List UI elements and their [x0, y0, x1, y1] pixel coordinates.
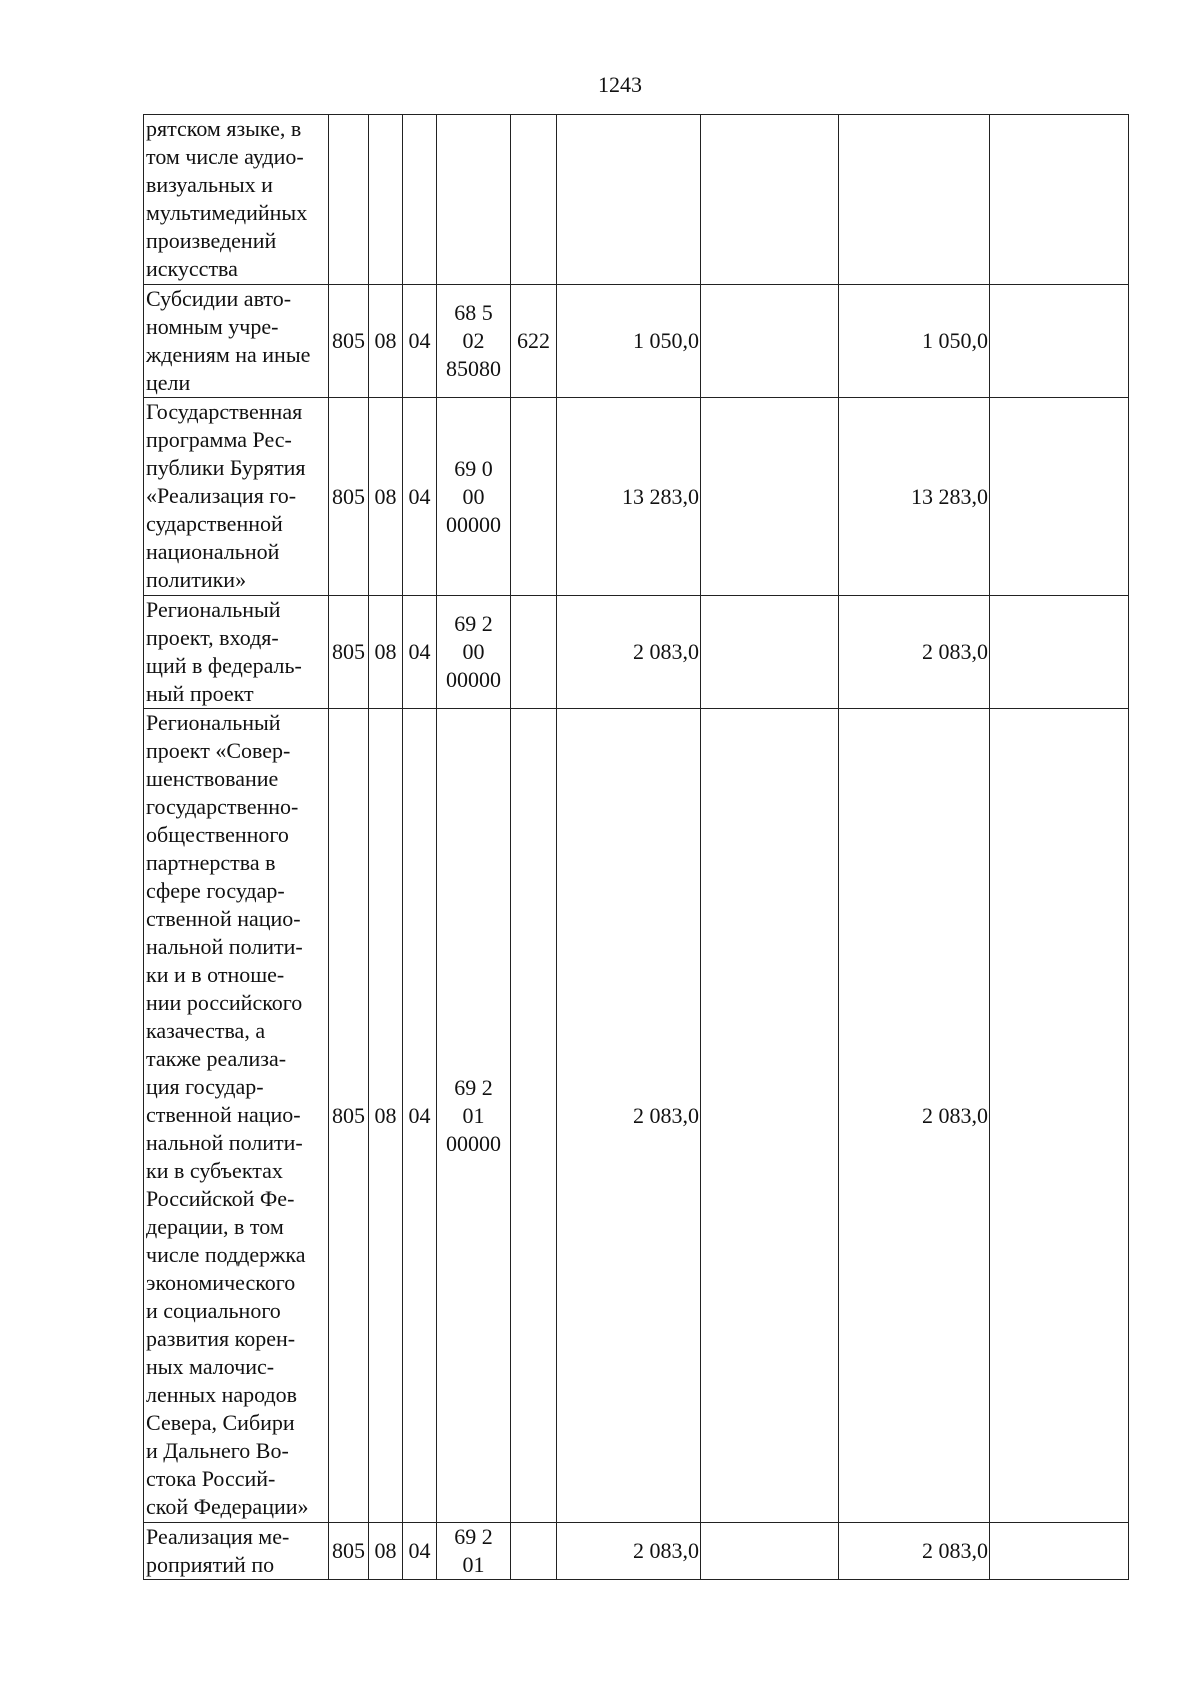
amount-1-cell: 1 050,0 [557, 285, 701, 398]
amount-4-cell [990, 596, 1129, 709]
target-article-cell: 69 2 01 [437, 1523, 511, 1580]
amount-4-cell [990, 115, 1129, 285]
amount-1-cell: 13 283,0 [557, 398, 701, 596]
row-name-cell: Субсидии авто- номным учре- ждениям на иные цели [144, 285, 329, 398]
target-article-cell: 69 2 01 00000 [437, 709, 511, 1523]
table-row [144, 1523, 1129, 1580]
table-body [144, 115, 1129, 1580]
row-name-cell: Реализация ме- роприятий по [144, 1523, 329, 1580]
amount-2-cell [701, 115, 839, 285]
subsection-code-cell: 04 [403, 709, 437, 1523]
subsection-code-cell: 04 [403, 398, 437, 596]
target-article-cell: 69 0 00 00000 [437, 398, 511, 596]
amount-3-cell: 13 283,0 [839, 398, 990, 596]
section-code-cell: 08 [369, 709, 403, 1523]
amount-4-cell [990, 1523, 1129, 1580]
expense-type-cell [511, 398, 557, 596]
target-article-cell [437, 115, 511, 285]
ministry-code-cell [329, 115, 369, 285]
target-article-cell: 69 2 00 00000 [437, 596, 511, 709]
section-code-cell: 08 [369, 285, 403, 398]
amount-2-cell [701, 398, 839, 596]
amount-2-cell [701, 709, 839, 1523]
expense-type-cell [511, 596, 557, 709]
amount-4-cell [990, 709, 1129, 1523]
expense-type-cell [511, 1523, 557, 1580]
row-name-cell: Государственная программа Рес- публики Бурятия «Реализация го- сударственной национальной политики» [144, 398, 329, 596]
amount-4-cell [990, 285, 1129, 398]
expense-type-cell: 622 [511, 285, 557, 398]
subsection-code-cell [403, 115, 437, 285]
row-name-cell: Региональный проект «Совер- шенствование государственно- общественного партнерства в сфере государ- ственной нацио- нальной полити- ки и в отноше- нии российского казачества, а также реализа- ция государ- ственной нацио- нальной полити- ки в субъектах Российской Фе- дерации, в том числе поддержка экономического и социального развития корен- ных малочис- ленных народов Севера, Сибири и Дальнего Во- стока Россий- ской Федерации» [144, 709, 329, 1523]
target-article-cell: 68 5 02 85080 [437, 285, 511, 398]
budget-table [143, 114, 1129, 1580]
table-row [144, 709, 1129, 1523]
table-row [144, 285, 1129, 398]
expense-type-cell [511, 115, 557, 285]
amount-3-cell: 2 083,0 [839, 709, 990, 1523]
section-code-cell: 08 [369, 1523, 403, 1580]
amount-3-cell [839, 115, 990, 285]
amount-1-cell [557, 115, 701, 285]
amount-3-cell: 2 083,0 [839, 1523, 990, 1580]
ministry-code-cell: 805 [329, 398, 369, 596]
subsection-code-cell: 04 [403, 596, 437, 709]
table-row [144, 398, 1129, 596]
section-code-cell [369, 115, 403, 285]
ministry-code-cell: 805 [329, 285, 369, 398]
ministry-code-cell: 805 [329, 709, 369, 1523]
amount-4-cell [990, 398, 1129, 596]
amount-3-cell: 2 083,0 [839, 596, 990, 709]
subsection-code-cell: 04 [403, 1523, 437, 1580]
section-code-cell: 08 [369, 398, 403, 596]
amount-2-cell [701, 596, 839, 709]
amount-1-cell: 2 083,0 [557, 709, 701, 1523]
ministry-code-cell: 805 [329, 1523, 369, 1580]
table-row [144, 596, 1129, 709]
amount-1-cell: 2 083,0 [557, 1523, 701, 1580]
table-row [144, 115, 1129, 285]
amount-2-cell [701, 1523, 839, 1580]
amount-3-cell: 1 050,0 [839, 285, 990, 398]
row-name-cell: Региональный проект, входя- щий в федераль- ный проект [144, 596, 329, 709]
amount-2-cell [701, 285, 839, 398]
section-code-cell: 08 [369, 596, 403, 709]
ministry-code-cell: 805 [329, 596, 369, 709]
row-name-cell: рятском языке, в том числе аудио- визуальных и мультимедийных произведений искусства [144, 115, 329, 285]
expense-type-cell [511, 709, 557, 1523]
amount-1-cell: 2 083,0 [557, 596, 701, 709]
page-number: 1243 [598, 72, 642, 97]
subsection-code-cell: 04 [403, 285, 437, 398]
